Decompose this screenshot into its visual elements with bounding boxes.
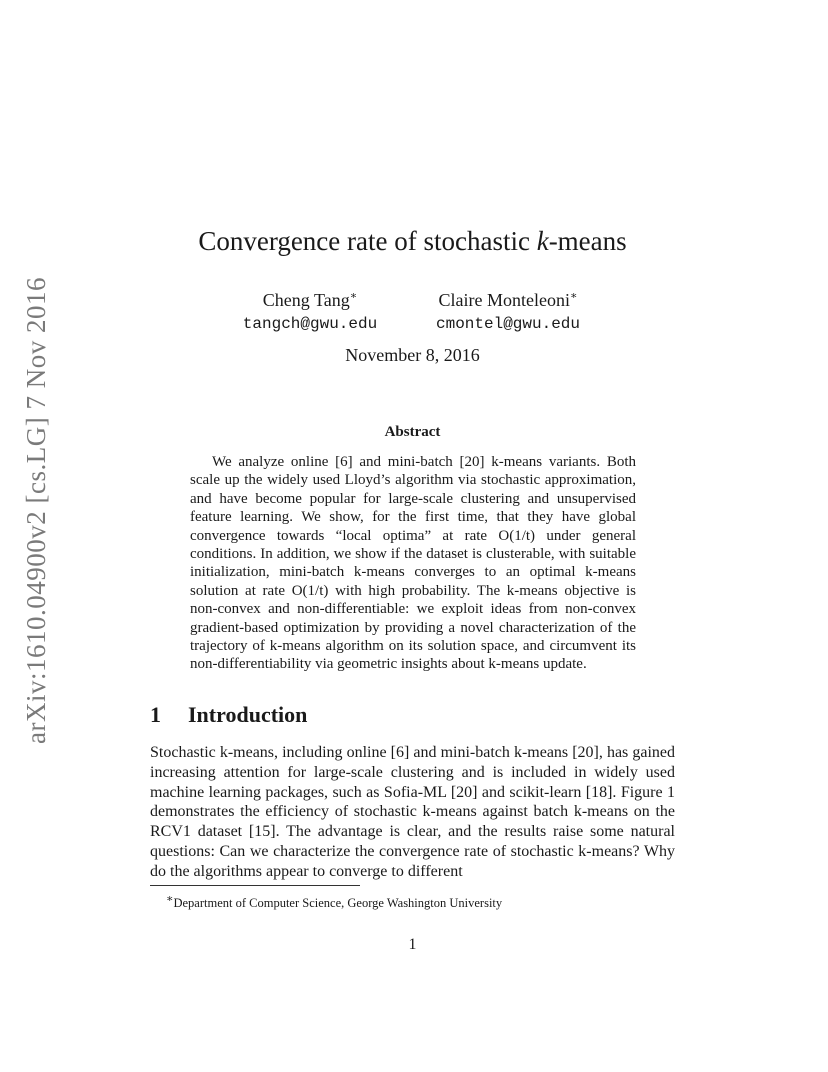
abstract-body: We analyze online [6] and mini-batch [20] k-means variants. Both scale up the widely used Lloyd’s algorithm via stochastic approximation, and have become popular for large-scale clustering and unsupervised feature learning. We show, for the first time, that they have global convergence towards “local optima” at rate O(1/t) under general conditions. In addition, we show if the dataset is clusterable, with suitable initialization, mini-batch k-means converges to an optimal k-means solution at rate O(1/t) with high probability. The k-means objective is non-convex and non-differentiable: we exploit ideas from non-convex gradient-based optimization by providing a novel characterization of the trajectory of k-means algorithm on its solution space, and circumvent its non-differentiability via geometric insights about k-means update. — [190, 454, 636, 673]
section-number: 1 — [150, 702, 161, 727]
author-2-name: Claire Monteleoni — [438, 290, 570, 310]
section-heading — [150, 702, 307, 728]
author-2-email: cmontel@gwu.edu — [435, 315, 581, 333]
author-block — [150, 284, 675, 332]
abstract-heading: Abstract — [384, 424, 441, 440]
author-2-footnote-mark: ∗ — [569, 290, 578, 302]
footnote-text: Department of Computer Science, George Washington University — [173, 896, 503, 911]
paper-date: November 8, 2016 — [345, 345, 480, 365]
author-1-footnote-mark: ∗ — [349, 290, 358, 302]
footnote-rule — [150, 885, 360, 886]
footnote-mark: ∗ — [166, 893, 174, 905]
page-number: 1 — [408, 936, 417, 953]
author-2 — [428, 284, 588, 336]
arxiv-identifier-stamp: arXiv:1610.04900v2 [cs.LG] 7 Nov 2016 — [21, 277, 51, 744]
author-1-name: Cheng Tang — [262, 290, 350, 310]
author-1 — [240, 284, 380, 336]
introduction-paragraph: Stochastic k-means, including online [6] and mini-batch k-means [20], has gained increasing attention for large-scale clustering and is included in widely used machine learning packages, such as Sofia-ML [20] and scikit-learn [18]. Figure 1 demonstrates the efficiency of stochastic k-means against batch k-means on the RCV1 dataset [15]. The advantage is clear, and the results raise some natural questions: Can we characterize the convergence rate of stochastic k-means? Why do the algorithms appear to converge to different — [150, 744, 675, 880]
section-title: Introduction — [188, 702, 308, 727]
paper-title: Convergence rate of stochastic k-means — [198, 226, 627, 256]
author-1-email: tangch@gwu.edu — [242, 315, 378, 333]
footnote — [166, 892, 502, 911]
